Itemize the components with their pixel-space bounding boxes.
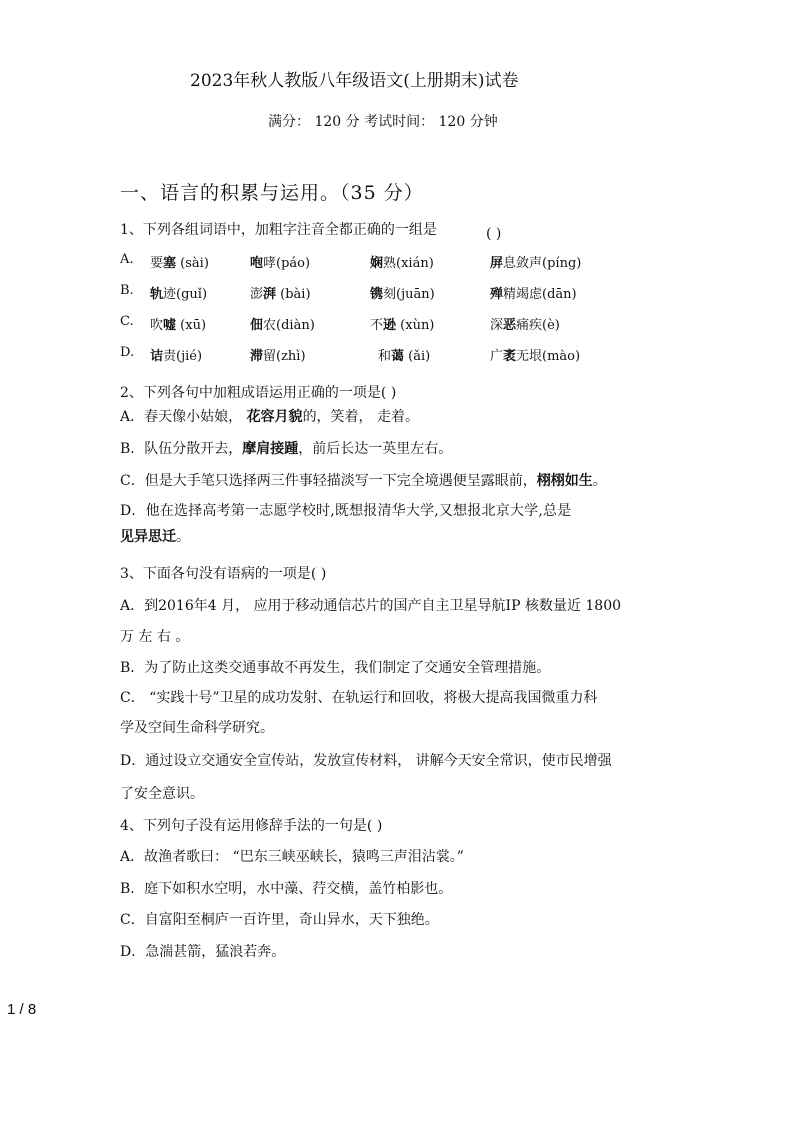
question-3-option-a-line2: 万 左 右 。	[120, 629, 190, 645]
option-cell: 诘责(jié)	[150, 349, 203, 364]
page-title: 2023年秋人教版八年级语文(上册期末)试卷	[190, 71, 519, 91]
option-cell: 咆哮(páo)	[250, 256, 311, 271]
question-1-answer-blank: ( )	[486, 226, 502, 242]
option-cell: 澎湃 (bài)	[250, 287, 311, 302]
question-1-option-c	[0, 314, 794, 334]
option-cell: 吹嘘 (xū)	[150, 318, 207, 333]
option-cell: 滞留(zhì)	[250, 349, 306, 364]
question-3-option-c-line2: 学及空间生命科学研究。	[120, 720, 274, 736]
option-cell: 要塞 (sài)	[150, 256, 209, 271]
question-1-option-b	[0, 283, 794, 303]
question-2-option-d-line2: 见异思迁。	[120, 529, 190, 545]
option-cell: 轨迹(guǐ)	[150, 287, 208, 302]
option-cell: 屏息敛声(píng)	[490, 256, 582, 271]
option-letter: D.	[120, 345, 135, 360]
page-number: 1 / 8	[7, 1001, 37, 1018]
exam-meta: 满分： 120 分 考试时间： 120 分钟	[268, 114, 498, 130]
option-letter: C.	[120, 314, 134, 329]
question-4-option-d: D．急湍甚箭，猛浪若奔。	[120, 944, 286, 960]
question-1-option-d	[0, 345, 794, 365]
option-cell: 佃农(diàn)	[250, 318, 315, 333]
question-2-option-b: B．队伍分散开去，摩肩接踵，前后长达一英里左右。	[120, 441, 453, 457]
option-letter: B.	[120, 283, 134, 298]
question-3-stem: 3、下面各句没有语病的一项是( )	[120, 566, 327, 582]
option-cell: 和蔼 (ǎi)	[378, 349, 431, 364]
question-1-stem: 1、下列各组词语中，加粗字注音全都正确的一组是	[120, 222, 437, 238]
question-4-option-a: A．故渔者歌曰： “巴东三峡巫峡长，猿鸣三声泪沾裳。”	[120, 849, 464, 865]
option-cell: 不逊 (xùn)	[370, 318, 435, 333]
question-3-option-d-line1: D．通过设立交通安全宣传站，发放宣传材料， 讲解今天安全常识，使市民增强	[120, 753, 612, 769]
question-2-stem: 2、下列各句中加粗成语运用正确的一项是( )	[120, 385, 397, 401]
question-4-stem: 4、下列句子没有运用修辞手法的一句是( )	[120, 818, 383, 834]
option-cell: 镌刻(juān)	[370, 287, 435, 302]
option-cell: 娴熟(xián)	[370, 256, 434, 271]
section-heading: 一、语言的积累与运用。（35 分）	[120, 182, 424, 204]
option-letter: A.	[120, 252, 134, 267]
question-3-option-d-line2: 了安全意识。	[120, 786, 204, 802]
question-2-option-c: C．但是大手笔只选择两三件事轻描淡写一下完全境遇便呈露眼前，栩栩如生。	[120, 473, 607, 489]
question-3-option-b: B．为了防止这类交通事故不再发生，我们制定了交通安全管理措施。	[120, 660, 551, 676]
question-2-option-a: A．春天像小姑娘， 花容月貌的，笑着， 走着。	[120, 409, 420, 425]
question-2-option-d-line1: D．他在选择高考第一志愿学校时,既想报清华大学,又想报北京大学,总是	[120, 503, 572, 519]
question-3-option-c-line1: C． “实践十号”卫星的成功发射、在轨运行和回收，将极大提高我国微重力科	[120, 690, 598, 706]
question-4-option-b: B．庭下如积水空明，水中藻、荇交横，盖竹柏影也。	[120, 881, 453, 897]
question-1-option-a	[0, 252, 794, 272]
option-cell: 广袤无垠(mào)	[490, 349, 581, 364]
question-4-option-c: C．自富阳至桐庐一百许里，奇山异水，天下独绝。	[120, 912, 439, 928]
question-3-option-a-line1: A．到2016年4 月， 应用于移动通信芯片的国产自主卫星导航IP 核数量近 1800	[120, 598, 622, 614]
option-cell: 殚精竭虑(dān)	[490, 287, 577, 302]
option-cell: 深恶痛疾(è)	[490, 318, 560, 333]
